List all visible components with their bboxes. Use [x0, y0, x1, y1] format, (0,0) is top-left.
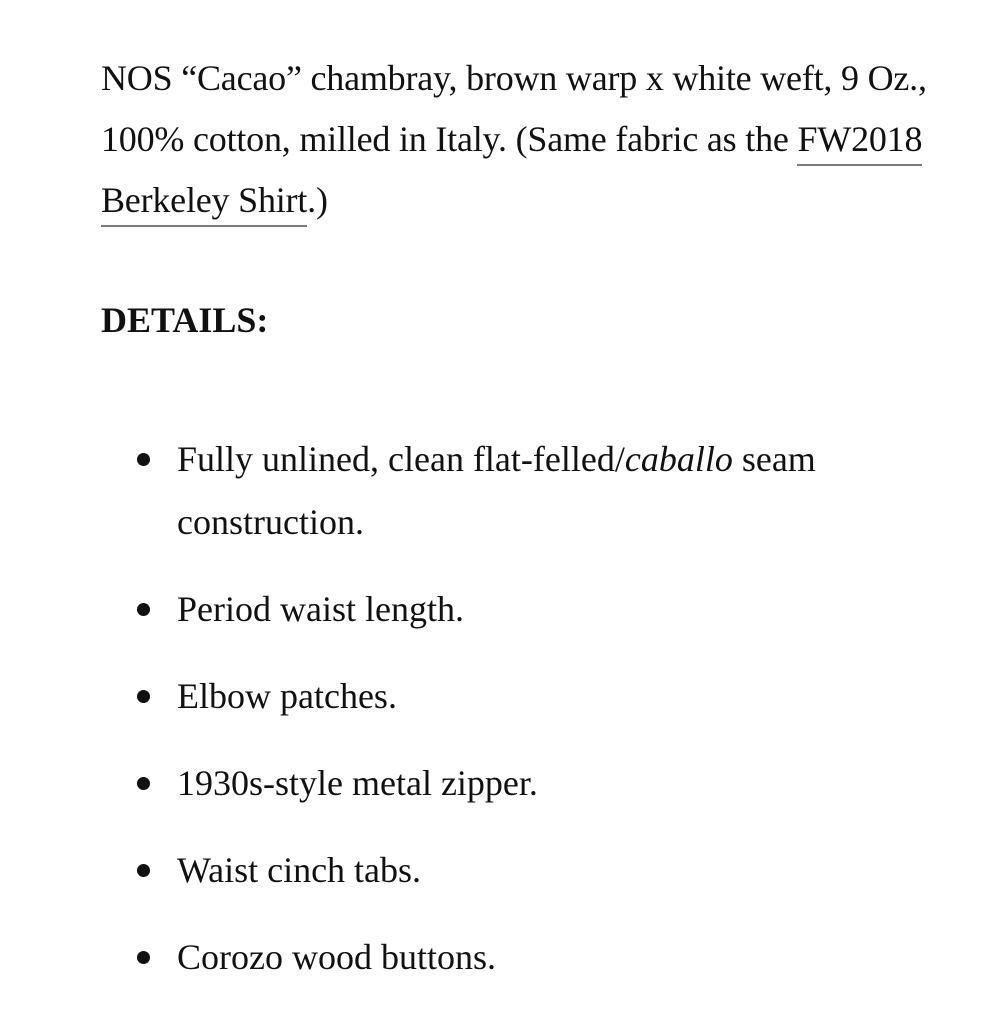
bullet-icon [137, 951, 150, 964]
bullet-icon [137, 453, 150, 466]
intro-text-before: NOS “Cacao” chambray, brown warp x white weft, 9 Oz., 100% cotton, milled in Italy. (Same fabric as the [101, 58, 927, 159]
list-item [101, 752, 961, 815]
intro-text-after: .) [307, 180, 328, 220]
fabric-description [101, 48, 961, 231]
detail-italic-term: caballo [624, 439, 733, 479]
bullet-icon [137, 864, 150, 877]
details-heading: DETAILS: [101, 300, 269, 340]
detail-text-after: seam construction. [177, 439, 816, 542]
detail-text: Period waist length. [177, 589, 464, 629]
bullet-icon [137, 690, 150, 703]
bullet-icon [137, 603, 150, 616]
bullet-icon [137, 777, 150, 790]
list-item [101, 839, 961, 902]
detail-text: Waist cinch tabs. [177, 850, 422, 890]
list-item [101, 578, 961, 641]
list-item [101, 665, 961, 728]
list-item [101, 926, 961, 989]
details-list [101, 428, 961, 1013]
detail-text: 1930s-style metal zipper. [177, 763, 538, 803]
detail-text: Corozo wood buttons. [177, 937, 496, 977]
detail-text [177, 428, 961, 554]
list-item [101, 428, 961, 554]
berkeley-shirt-link[interactable]: FW2018 Berkeley Shirt [101, 119, 922, 227]
product-description [101, 48, 961, 977]
detail-text-before: Fully unlined, clean flat-felled/ [177, 439, 625, 479]
detail-text: Elbow patches. [177, 676, 397, 716]
